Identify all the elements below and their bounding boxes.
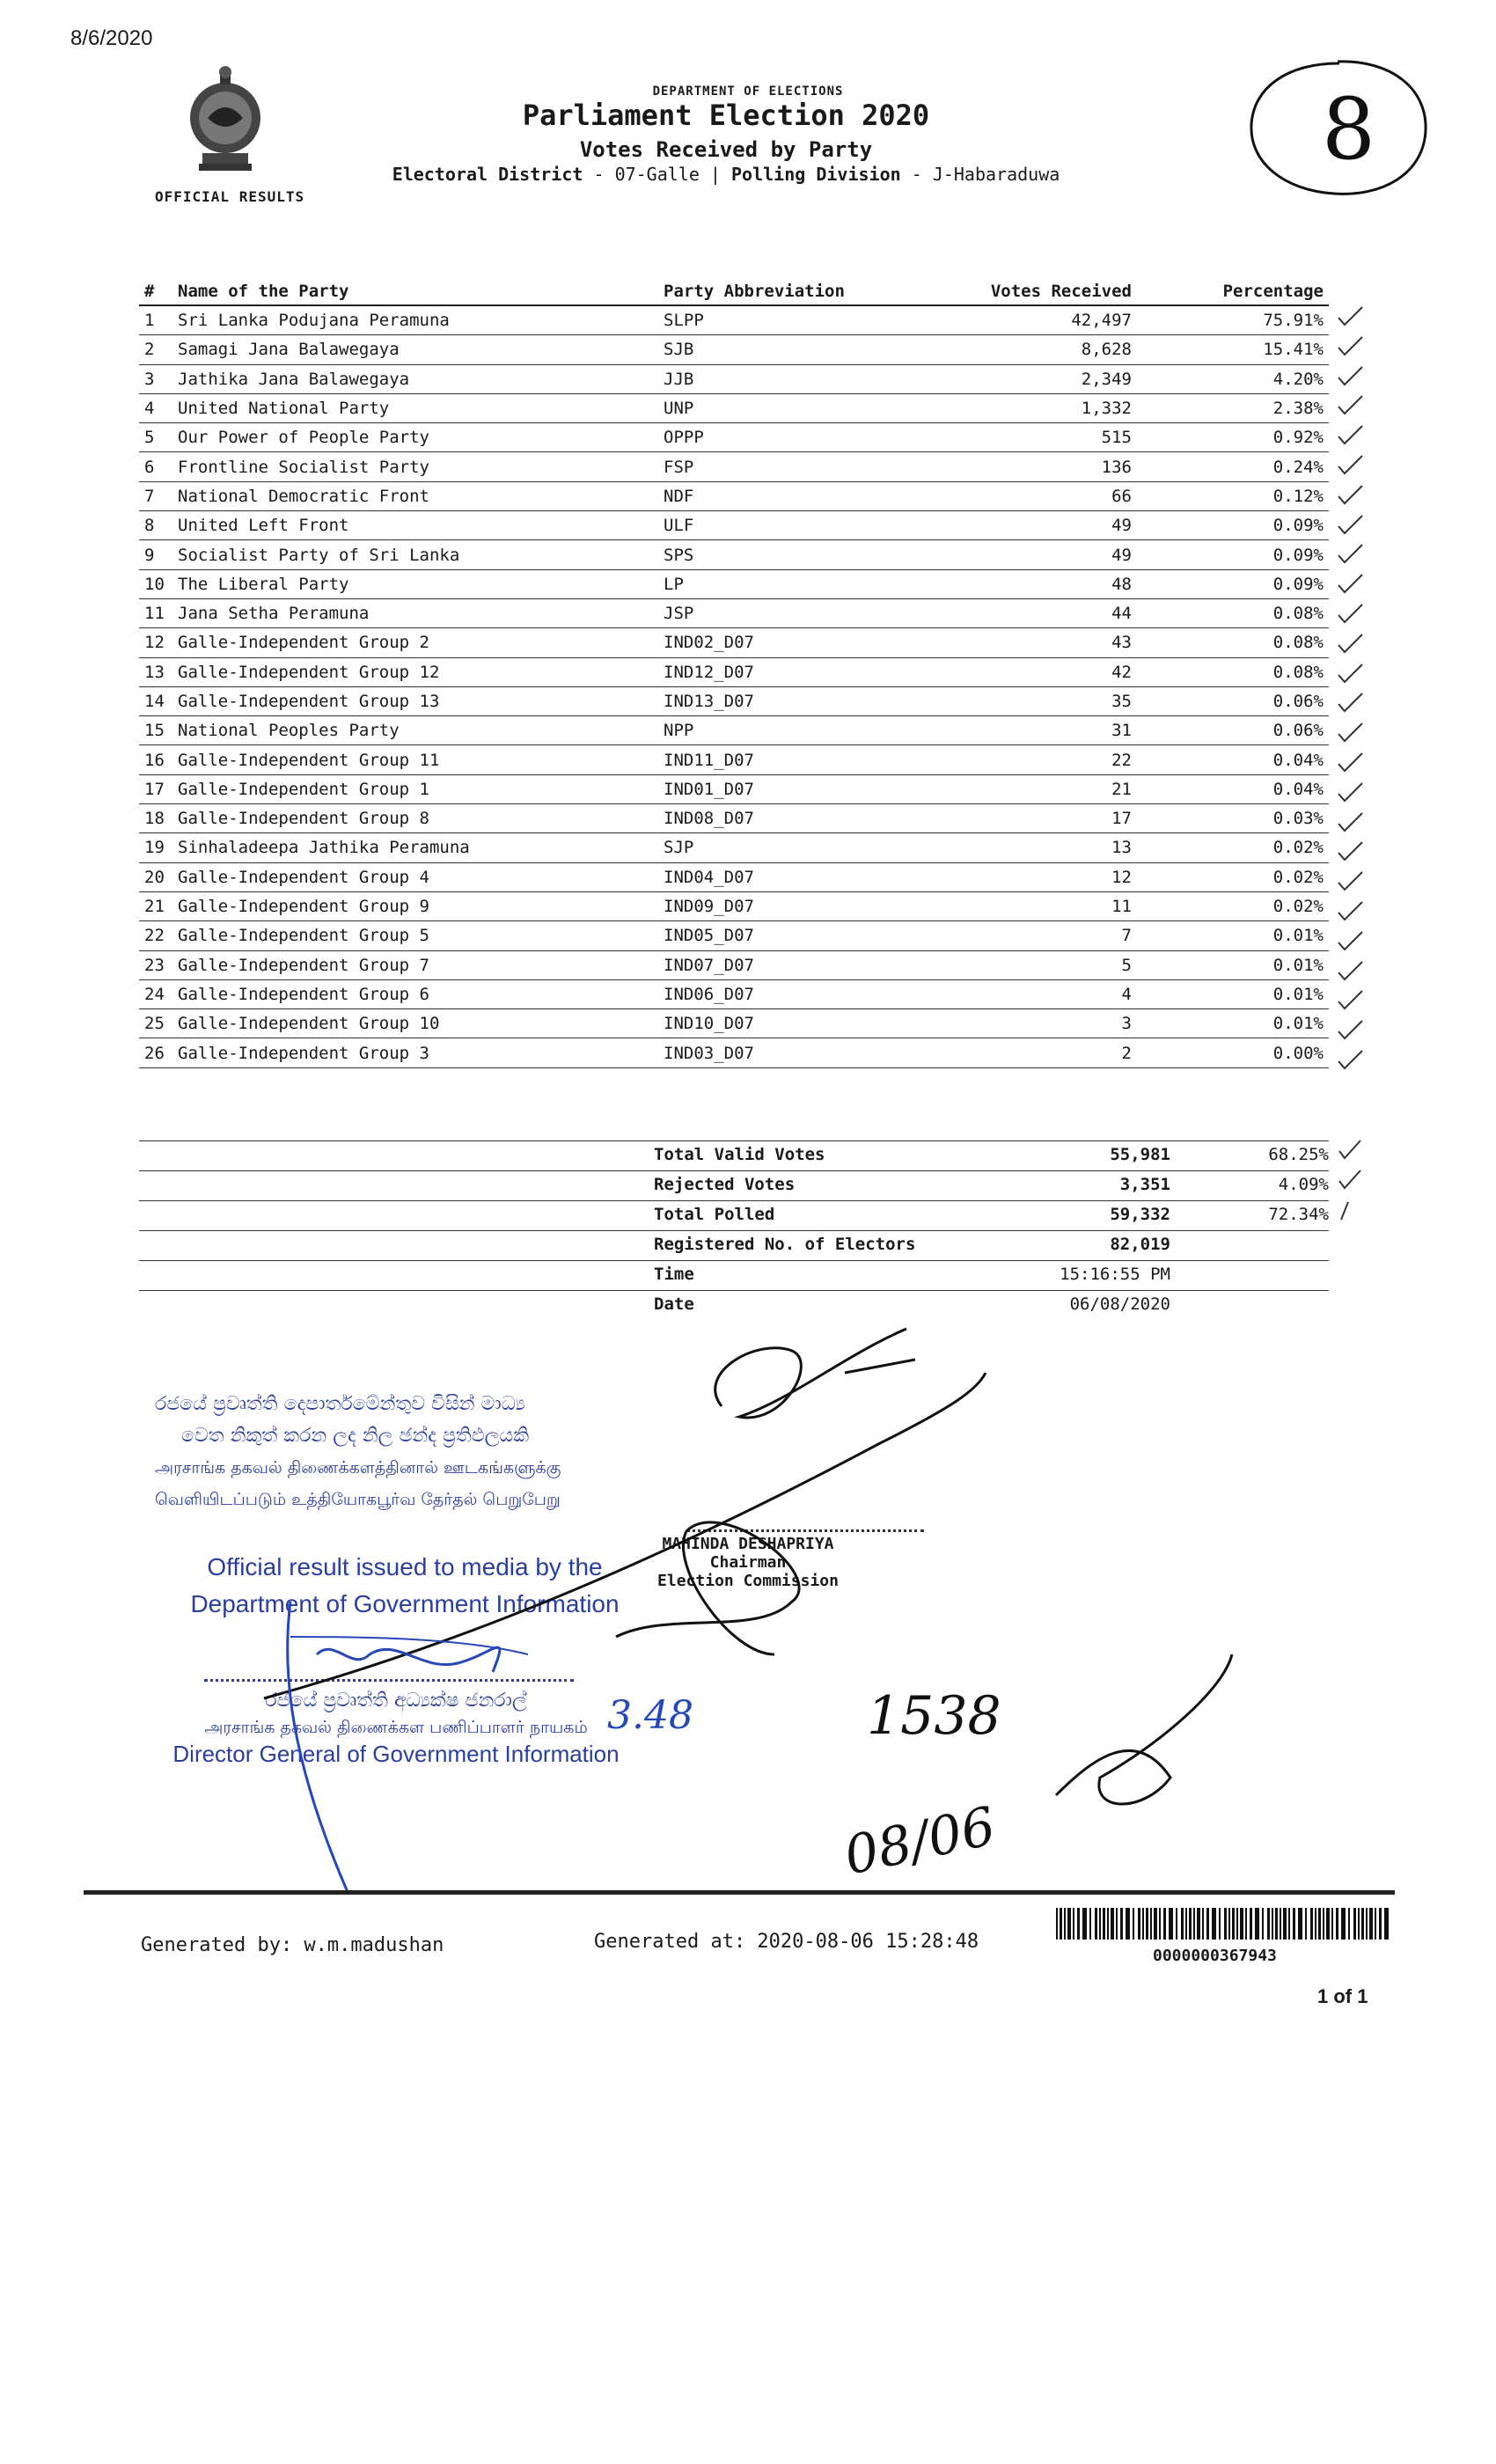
- check-mark-icon: [1336, 454, 1366, 477]
- svg-text:8: 8: [1322, 80, 1376, 179]
- votes-received: 8,628: [933, 335, 1137, 364]
- table-row: [139, 364, 1329, 393]
- summary-label: Time: [654, 1265, 694, 1284]
- votes-received: 42: [933, 657, 1137, 686]
- percentage: 4.20%: [1137, 364, 1329, 393]
- column-header: Percentage: [1137, 278, 1329, 305]
- table-row: [139, 452, 1329, 481]
- director-signature-line: [204, 1679, 574, 1682]
- row-number: 1: [139, 305, 172, 335]
- row-number: 25: [139, 1009, 172, 1038]
- chairman-body: Election Commission: [657, 1572, 839, 1590]
- party-name: Galle-Independent Group 1: [172, 774, 658, 803]
- row-number: 8: [139, 511, 172, 540]
- votes-received: 7: [933, 921, 1137, 950]
- percentage: 0.04%: [1137, 774, 1329, 803]
- party-abbreviation: NDF: [658, 481, 933, 510]
- table-row: [139, 335, 1329, 364]
- percentage: 0.08%: [1137, 598, 1329, 627]
- barcode-icon: [1056, 1908, 1390, 1940]
- svg-text:08/06: 08/06: [839, 1795, 1001, 1888]
- party-name: Samagi Jana Balawegaya: [172, 335, 658, 364]
- party-name: Sri Lanka Podujana Peramuna: [172, 305, 658, 335]
- check-mark-icon: [1336, 335, 1366, 358]
- summary-row-total-valid: [139, 1140, 1329, 1170]
- party-name: Galle-Independent Group 10: [172, 1009, 658, 1038]
- party-abbreviation: IND03_D07: [658, 1038, 933, 1067]
- percentage: 0.12%: [1137, 481, 1329, 510]
- check-mark-icon: [1336, 603, 1366, 626]
- check-mark-icon: [1336, 840, 1366, 863]
- generated-by: Generated by: w.m.madushan: [141, 1934, 444, 1956]
- stamp-tamil-line: வெளியிடப்படும் உத்தியோகபூர்வ தேர்தல் பெறுபேறு: [155, 1490, 561, 1509]
- stamp-english-line: Official result issued to media by the: [207, 1553, 603, 1580]
- row-number: 2: [139, 335, 172, 364]
- summary-label: Total Valid Votes: [654, 1145, 825, 1164]
- check-mark-icon: [1336, 870, 1366, 893]
- summary-row-time: [139, 1260, 1329, 1290]
- check-mark-icon: [1336, 394, 1366, 417]
- check-mark-icon: [1336, 781, 1366, 804]
- party-name: Galle-Independent Group 11: [172, 745, 658, 774]
- check-mark-icon: [1336, 424, 1366, 447]
- votes-received: 5: [933, 950, 1137, 979]
- votes-received: 22: [933, 745, 1137, 774]
- party-abbreviation: JJB: [658, 364, 933, 393]
- percentage: 0.06%: [1137, 686, 1329, 715]
- party-name: Galle-Independent Group 8: [172, 804, 658, 833]
- table-row: [139, 891, 1329, 920]
- percentage: 0.01%: [1137, 979, 1329, 1008]
- check-mark-icon: [1336, 1049, 1366, 1072]
- check-mark-icon: [1336, 1019, 1366, 1042]
- votes-received: 11: [933, 891, 1137, 920]
- row-number: 17: [139, 774, 172, 803]
- percentage: 2.38%: [1137, 393, 1329, 422]
- party-abbreviation: IND12_D07: [658, 657, 933, 686]
- party-abbreviation: ULF: [658, 511, 933, 540]
- party-abbreviation: SJP: [658, 833, 933, 862]
- division-value: J-Habaraduwa: [932, 164, 1060, 185]
- row-number: 26: [139, 1038, 172, 1067]
- party-abbreviation: JSP: [658, 598, 933, 627]
- row-number: 24: [139, 979, 172, 1008]
- print-date: 8/6/2020: [70, 26, 153, 50]
- barcode-number: 0000000367943: [1153, 1947, 1277, 1965]
- row-number: 9: [139, 540, 172, 569]
- table-row: [139, 569, 1329, 598]
- svg-text:3.48: 3.48: [607, 1693, 693, 1738]
- summary-value: 82,019: [1110, 1235, 1170, 1254]
- row-number: 11: [139, 598, 172, 627]
- table-row: [139, 628, 1329, 657]
- votes-received: 49: [933, 540, 1137, 569]
- party-name: Galle-Independent Group 3: [172, 1038, 658, 1067]
- party-abbreviation: IND02_D07: [658, 628, 933, 657]
- chairman-role: Chairman: [709, 1553, 787, 1572]
- summary-value: 3,351: [1119, 1175, 1170, 1194]
- party-name: United Left Front: [172, 511, 658, 540]
- page-number: 1 of 1: [1317, 1985, 1368, 2007]
- table-row: [139, 804, 1329, 833]
- summary-check-marks-icon: [1336, 1139, 1371, 1227]
- division-label: Polling Division: [731, 164, 901, 185]
- summary-percentage: 4.09%: [1278, 1175, 1329, 1194]
- party-name: The Liberal Party: [172, 569, 658, 598]
- party-abbreviation: IND13_D07: [658, 686, 933, 715]
- row-number: 14: [139, 686, 172, 715]
- summary-label: Date: [654, 1294, 694, 1314]
- votes-received: 43: [933, 628, 1137, 657]
- table-row: [139, 833, 1329, 862]
- official-stamp-english: [150, 1549, 660, 1623]
- party-name: Sinhaladeepa Jathika Peramuna: [172, 833, 658, 862]
- stamp-tamil-line: அரசாங்க தகவல் திணைக்களத்தினால் ஊடகங்களுக்கு: [155, 1458, 561, 1478]
- summary-row-total-polled: [139, 1200, 1329, 1230]
- check-mark-icon: [1336, 514, 1366, 537]
- check-mark-icon: [1336, 989, 1366, 1012]
- table-row: [139, 423, 1329, 452]
- party-name: United National Party: [172, 393, 658, 422]
- summary-label: Rejected Votes: [654, 1175, 796, 1194]
- percentage: 0.24%: [1137, 452, 1329, 481]
- votes-received: 44: [933, 598, 1137, 627]
- percentage: 75.91%: [1137, 305, 1329, 335]
- percentage: 0.01%: [1137, 921, 1329, 950]
- row-number: 22: [139, 921, 172, 950]
- party-name: Frontline Socialist Party: [172, 452, 658, 481]
- row-number: 4: [139, 393, 172, 422]
- check-mark-icon: [1336, 663, 1366, 686]
- department-name: DEPARTMENT OF ELECTIONS: [652, 84, 844, 99]
- row-number: 23: [139, 950, 172, 979]
- party-abbreviation: IND05_D07: [658, 921, 933, 950]
- table-row: [139, 540, 1329, 569]
- district-value: 07-Galle: [614, 164, 700, 185]
- column-header: Name of the Party: [172, 278, 658, 305]
- district-label: Electoral District: [392, 164, 583, 185]
- circled-number-mark: [1241, 53, 1434, 202]
- dg-tamil: அரசாங்க தகவல் திணைக்கள பணிப்பாளர் நாயகம்: [204, 1718, 588, 1737]
- votes-received: 12: [933, 862, 1137, 891]
- votes-received: 66: [933, 481, 1137, 510]
- votes-received: 42,497: [933, 305, 1137, 335]
- party-name: National Democratic Front: [172, 481, 658, 510]
- row-number: 18: [139, 804, 172, 833]
- percentage: 0.02%: [1137, 862, 1329, 891]
- percentage: 0.92%: [1137, 423, 1329, 452]
- party-abbreviation: IND08_D07: [658, 804, 933, 833]
- table-row: [139, 921, 1329, 950]
- check-mark-icon: [1336, 900, 1366, 923]
- party-name: Galle-Independent Group 12: [172, 657, 658, 686]
- percentage: 0.04%: [1137, 745, 1329, 774]
- summary-block: [139, 1140, 1329, 1320]
- footer-divider: [84, 1890, 1395, 1895]
- row-number: 13: [139, 657, 172, 686]
- votes-received: 3: [933, 1009, 1137, 1038]
- percentage: 0.02%: [1137, 891, 1329, 920]
- percentage: 0.09%: [1137, 511, 1329, 540]
- party-name: Jana Setha Peramuna: [172, 598, 658, 627]
- check-mark-icon: [1336, 484, 1366, 507]
- table-row: [139, 598, 1329, 627]
- results-table: [139, 278, 1329, 1068]
- party-name: Galle-Independent Group 5: [172, 921, 658, 950]
- official-results-label: OFFICIAL RESULTS: [155, 188, 305, 205]
- check-mark-icon: [1336, 365, 1366, 388]
- votes-received: 35: [933, 686, 1137, 715]
- check-mark-icon: [1336, 305, 1366, 328]
- row-number: 3: [139, 364, 172, 393]
- row-number: 15: [139, 716, 172, 745]
- votes-received: 515: [933, 423, 1137, 452]
- party-abbreviation: UNP: [658, 393, 933, 422]
- row-number: 19: [139, 833, 172, 862]
- votes-received: 2: [933, 1038, 1137, 1067]
- percentage: 0.01%: [1137, 1009, 1329, 1038]
- table-row: [139, 305, 1329, 335]
- party-name: National Peoples Party: [172, 716, 658, 745]
- column-header: #: [139, 278, 172, 305]
- summary-value: 55,981: [1110, 1145, 1170, 1164]
- percentage: 0.03%: [1137, 804, 1329, 833]
- votes-received: 1,332: [933, 393, 1137, 422]
- votes-received: 136: [933, 452, 1137, 481]
- director-general-block: [132, 1688, 660, 1767]
- table-row: [139, 950, 1329, 979]
- party-abbreviation: IND09_D07: [658, 891, 933, 920]
- dg-english: Director General of Government Information: [172, 1741, 620, 1767]
- party-name: Socialist Party of Sri Lanka: [172, 540, 658, 569]
- stamp-english-line: Department of Government Information: [190, 1590, 620, 1617]
- check-mark-icon: [1336, 722, 1366, 744]
- summary-percentage: 68.25%: [1268, 1145, 1329, 1164]
- party-name: Galle-Independent Group 2: [172, 628, 658, 657]
- district-line: Electoral District - 07-Galle | Polling Division - J-Habaraduwa: [392, 164, 1060, 185]
- row-number: 20: [139, 862, 172, 891]
- votes-received: 31: [933, 716, 1137, 745]
- party-abbreviation: SLPP: [658, 305, 933, 335]
- stamp-sinhala-line: රජයේ ප්‍රවෘත්ති දෙපාර්තමේන්තුව විසින් මාධ්‍ය: [155, 1393, 525, 1415]
- stamp-sinhala-line: වෙත නිකුත් කරන ලද නිල ඡන්ද ප්‍රතිඵලයකි: [181, 1425, 530, 1447]
- party-abbreviation: SPS: [658, 540, 933, 569]
- check-mark-icon: [1336, 930, 1366, 953]
- percentage: 0.09%: [1137, 540, 1329, 569]
- row-number: 6: [139, 452, 172, 481]
- chairman-signature-block: [616, 1535, 880, 1590]
- page-title: Parliament Election 2020: [522, 99, 930, 132]
- row-number: 7: [139, 481, 172, 510]
- table-row: [139, 774, 1329, 803]
- votes-received: 4: [933, 979, 1137, 1008]
- summary-row-date: [139, 1290, 1329, 1320]
- party-abbreviation: IND04_D07: [658, 862, 933, 891]
- column-header: Votes Received: [933, 278, 1137, 305]
- summary-row-electors: [139, 1230, 1329, 1260]
- table-row: [139, 686, 1329, 715]
- party-name: Galle-Independent Group 9: [172, 891, 658, 920]
- dg-sinhala: රජයේ ප්‍රවෘත්ති අධ්‍යක්ෂ ජනරාල්: [265, 1690, 527, 1712]
- page-subtitle: Votes Received by Party: [579, 137, 873, 162]
- party-abbreviation: SJB: [658, 335, 933, 364]
- summary-label: Registered No. of Electors: [654, 1235, 916, 1254]
- party-abbreviation: IND10_D07: [658, 1009, 933, 1038]
- party-abbreviation: FSP: [658, 452, 933, 481]
- percentage: 0.02%: [1137, 833, 1329, 862]
- votes-received: 17: [933, 804, 1137, 833]
- summary-label: Total Polled: [654, 1205, 775, 1224]
- check-mark-icon: [1336, 752, 1366, 774]
- party-name: Galle-Independent Group 6: [172, 979, 658, 1008]
- table-row: [139, 657, 1329, 686]
- votes-received: 48: [933, 569, 1137, 598]
- check-mark-icon: [1336, 692, 1366, 715]
- svg-text:1538: 1538: [867, 1685, 1001, 1747]
- percentage: 0.09%: [1137, 569, 1329, 598]
- party-abbreviation: LP: [658, 569, 933, 598]
- votes-received: 21: [933, 774, 1137, 803]
- party-name: Galle-Independent Group 4: [172, 862, 658, 891]
- summary-value: 06/08/2020: [1069, 1294, 1170, 1314]
- row-number: 21: [139, 891, 172, 920]
- percentage: 0.08%: [1137, 628, 1329, 657]
- party-abbreviation: IND11_D07: [658, 745, 933, 774]
- table-row: [139, 979, 1329, 1008]
- votes-received: 49: [933, 511, 1137, 540]
- votes-received: 2,349: [933, 364, 1137, 393]
- percentage: 0.08%: [1137, 657, 1329, 686]
- row-number: 5: [139, 423, 172, 452]
- party-name: Galle-Independent Group 7: [172, 950, 658, 979]
- check-mark-icon: [1336, 811, 1366, 834]
- row-number: 12: [139, 628, 172, 657]
- table-row: [139, 481, 1329, 510]
- summary-row-rejected: [139, 1170, 1329, 1200]
- party-name: Galle-Independent Group 13: [172, 686, 658, 715]
- percentage: 0.00%: [1137, 1038, 1329, 1067]
- party-abbreviation: OPPP: [658, 423, 933, 452]
- table-row: [139, 862, 1329, 891]
- votes-received: 13: [933, 833, 1137, 862]
- table-row: [139, 745, 1329, 774]
- percentage: 0.01%: [1137, 950, 1329, 979]
- party-name: Jathika Jana Balawegaya: [172, 364, 658, 393]
- party-abbreviation: NPP: [658, 716, 933, 745]
- table-row: [139, 393, 1329, 422]
- check-mark-icon: [1336, 543, 1366, 566]
- party-abbreviation: IND07_D07: [658, 950, 933, 979]
- table-row: [139, 1009, 1329, 1038]
- party-name: Our Power of People Party: [172, 423, 658, 452]
- generated-at: Generated at: 2020-08-06 15:28:48: [594, 1931, 979, 1953]
- chairman-name: MAHINDA DESHAPRIYA: [662, 1535, 834, 1553]
- check-mark-icon: [1336, 573, 1366, 596]
- table-row: [139, 716, 1329, 745]
- official-stamp-local: [155, 1389, 648, 1515]
- party-abbreviation: IND01_D07: [658, 774, 933, 803]
- signature-line: [686, 1529, 924, 1532]
- summary-percentage: 72.34%: [1268, 1205, 1329, 1224]
- table-row: [139, 511, 1329, 540]
- percentage: 15.41%: [1137, 335, 1329, 364]
- row-number: 16: [139, 745, 172, 774]
- summary-value: 59,332: [1110, 1205, 1170, 1224]
- row-number: 10: [139, 569, 172, 598]
- check-mark-icon: [1336, 633, 1366, 656]
- summary-value: 15:16:55 PM: [1060, 1265, 1170, 1284]
- table-row: [139, 1038, 1329, 1067]
- check-mark-icon: [1336, 960, 1366, 983]
- table-header-row: [139, 278, 1329, 305]
- percentage: 0.06%: [1137, 716, 1329, 745]
- column-header: Party Abbreviation: [658, 278, 933, 305]
- party-abbreviation: IND06_D07: [658, 979, 933, 1008]
